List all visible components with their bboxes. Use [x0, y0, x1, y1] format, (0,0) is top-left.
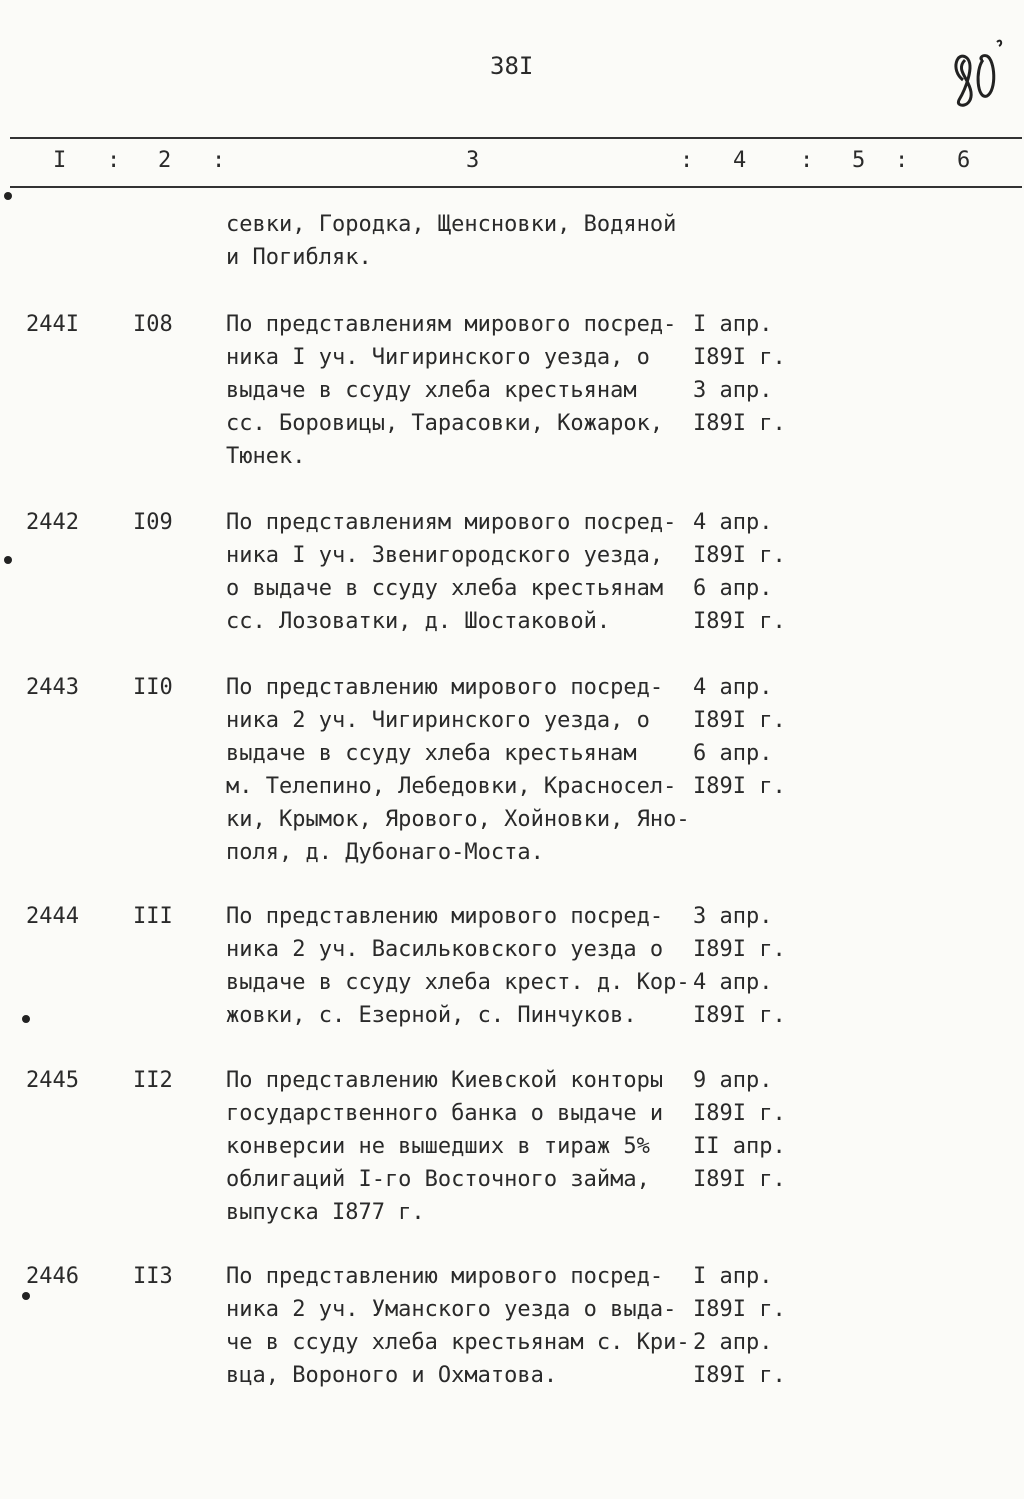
entry-text-line: выдаче в ссуду хлеба крестьянам [226, 741, 637, 766]
entry-date: 4 апр. [693, 675, 773, 700]
entry-text-line: ника I уч. Чигиринского уезда, о [226, 345, 650, 370]
entry-text-line: По представлению мирового посред- [226, 904, 664, 929]
entry-text-line: жовки, с. Езерной, с. Пинчуков. [226, 1003, 637, 1028]
entry-code: II0 [133, 675, 173, 700]
entry-number: 2444 [26, 904, 79, 929]
binder-hole-mark [22, 1292, 30, 1300]
entry-date: I89I г. [693, 937, 786, 962]
entry-text-line: По представлению мирового посред- [226, 1264, 664, 1289]
binder-hole-mark [22, 1015, 30, 1023]
entry-date: 3 апр. [693, 904, 773, 929]
entry-code: I08 [133, 312, 173, 337]
entry-text-line: выпуска I877 г. [226, 1200, 425, 1225]
entry-date: I89I г. [693, 411, 786, 436]
entry-date: I апр. [693, 312, 773, 337]
entry-text-line: облигаций I-го Восточного займа, [226, 1167, 650, 1192]
entry-text-line: По представлениям мирового посред- [226, 510, 677, 535]
entry-date: I89I г. [693, 543, 786, 568]
entry-date: I89I г. [693, 1297, 786, 1322]
header-separator: : [107, 148, 121, 173]
entry-text-line: поля, д. Дубонаго-Моста. [226, 840, 544, 865]
page-number: 38I [490, 52, 534, 80]
entry-date: I89I г. [693, 1363, 786, 1388]
entry-text-line: конверсии не вышедших в тираж 5% [226, 1134, 650, 1159]
continuation-line: севки, Городка, Щенсновки, Водяной [226, 212, 677, 237]
entry-date: II апр. [693, 1134, 786, 1159]
entry-date: I89I г. [693, 1003, 786, 1028]
entry-text-line: вца, Вороного и Охматова. [226, 1363, 558, 1388]
handwritten-folio-number [945, 30, 1005, 110]
entry-date: I89I г. [693, 1101, 786, 1126]
continuation-line: и Погибляк. [226, 245, 372, 270]
entry-date: 4 апр. [693, 510, 773, 535]
entry-text-line: че в ссуду хлеба крестьянам с. Кри- [226, 1330, 690, 1355]
entry-text-line: ника 2 уч. Чигиринского уезда, о [226, 708, 650, 733]
entry-code: II2 [133, 1068, 173, 1093]
header-col-2: 2 [158, 148, 172, 173]
entry-date: 6 апр. [693, 741, 773, 766]
entry-date: I89I г. [693, 1167, 786, 1192]
entry-number: 2446 [26, 1264, 79, 1289]
entry-text-line: о выдаче в ссуду хлеба крестьянам [226, 576, 664, 601]
header-bottom-rule [10, 186, 1022, 188]
entry-text-line: ника I уч. Звенигородского уезда, [226, 543, 664, 568]
entry-text-line: По представлению мирового посред- [226, 675, 664, 700]
header-col-4: 4 [733, 148, 747, 173]
entry-date: 3 апр. [693, 378, 773, 403]
header-col-6: 6 [957, 148, 971, 173]
entry-code: I09 [133, 510, 173, 535]
entry-date: I89I г. [693, 708, 786, 733]
entry-number: 244I [26, 312, 79, 337]
entry-code: II3 [133, 1264, 173, 1289]
entry-text-line: ника 2 уч. Васильковского уезда о [226, 937, 664, 962]
entry-date: 2 апр. [693, 1330, 773, 1355]
entry-text-line: ки, Крымок, Ярового, Хойновки, Яно- [226, 807, 690, 832]
header-separator: : [680, 148, 694, 173]
header-separator: : [895, 148, 909, 173]
entry-date: 4 апр. [693, 970, 773, 995]
entry-text-line: выдаче в ссуду хлеба крестьянам [226, 378, 637, 403]
entry-number: 2445 [26, 1068, 79, 1093]
entry-date: 6 апр. [693, 576, 773, 601]
entry-date: 9 апр. [693, 1068, 773, 1093]
entry-text-line: ника 2 уч. Уманского уезда о выда- [226, 1297, 677, 1322]
entry-text-line: м. Телепино, Лебедовки, Красносел- [226, 774, 677, 799]
entry-date: I апр. [693, 1264, 773, 1289]
entry-number: 2443 [26, 675, 79, 700]
entry-date: I89I г. [693, 774, 786, 799]
binder-hole-mark [4, 192, 12, 200]
header-separator: : [800, 148, 814, 173]
entry-number: 2442 [26, 510, 79, 535]
header-col-1: I [53, 148, 67, 173]
entry-date: I89I г. [693, 345, 786, 370]
header-top-rule [10, 137, 1022, 139]
entry-text-line: сс. Боровицы, Тарасовки, Кожарок, [226, 411, 664, 436]
entry-text-line: сс. Лозоватки, д. Шостаковой. [226, 609, 611, 634]
entry-text-line: По представлению Киевской конторы [226, 1068, 664, 1093]
header-separator: : [212, 148, 226, 173]
binder-hole-mark [4, 556, 12, 564]
header-col-5: 5 [852, 148, 866, 173]
entry-text-line: выдаче в ссуду хлеба крест. д. Кор- [226, 970, 690, 995]
header-col-3: 3 [466, 148, 480, 173]
entry-text-line: По представлениям мирового посред- [226, 312, 677, 337]
entry-text-line: государственного банка о выдаче и [226, 1101, 664, 1126]
entry-date: I89I г. [693, 609, 786, 634]
entry-code: III [133, 904, 173, 929]
entry-text-line: Тюнек. [226, 444, 306, 469]
